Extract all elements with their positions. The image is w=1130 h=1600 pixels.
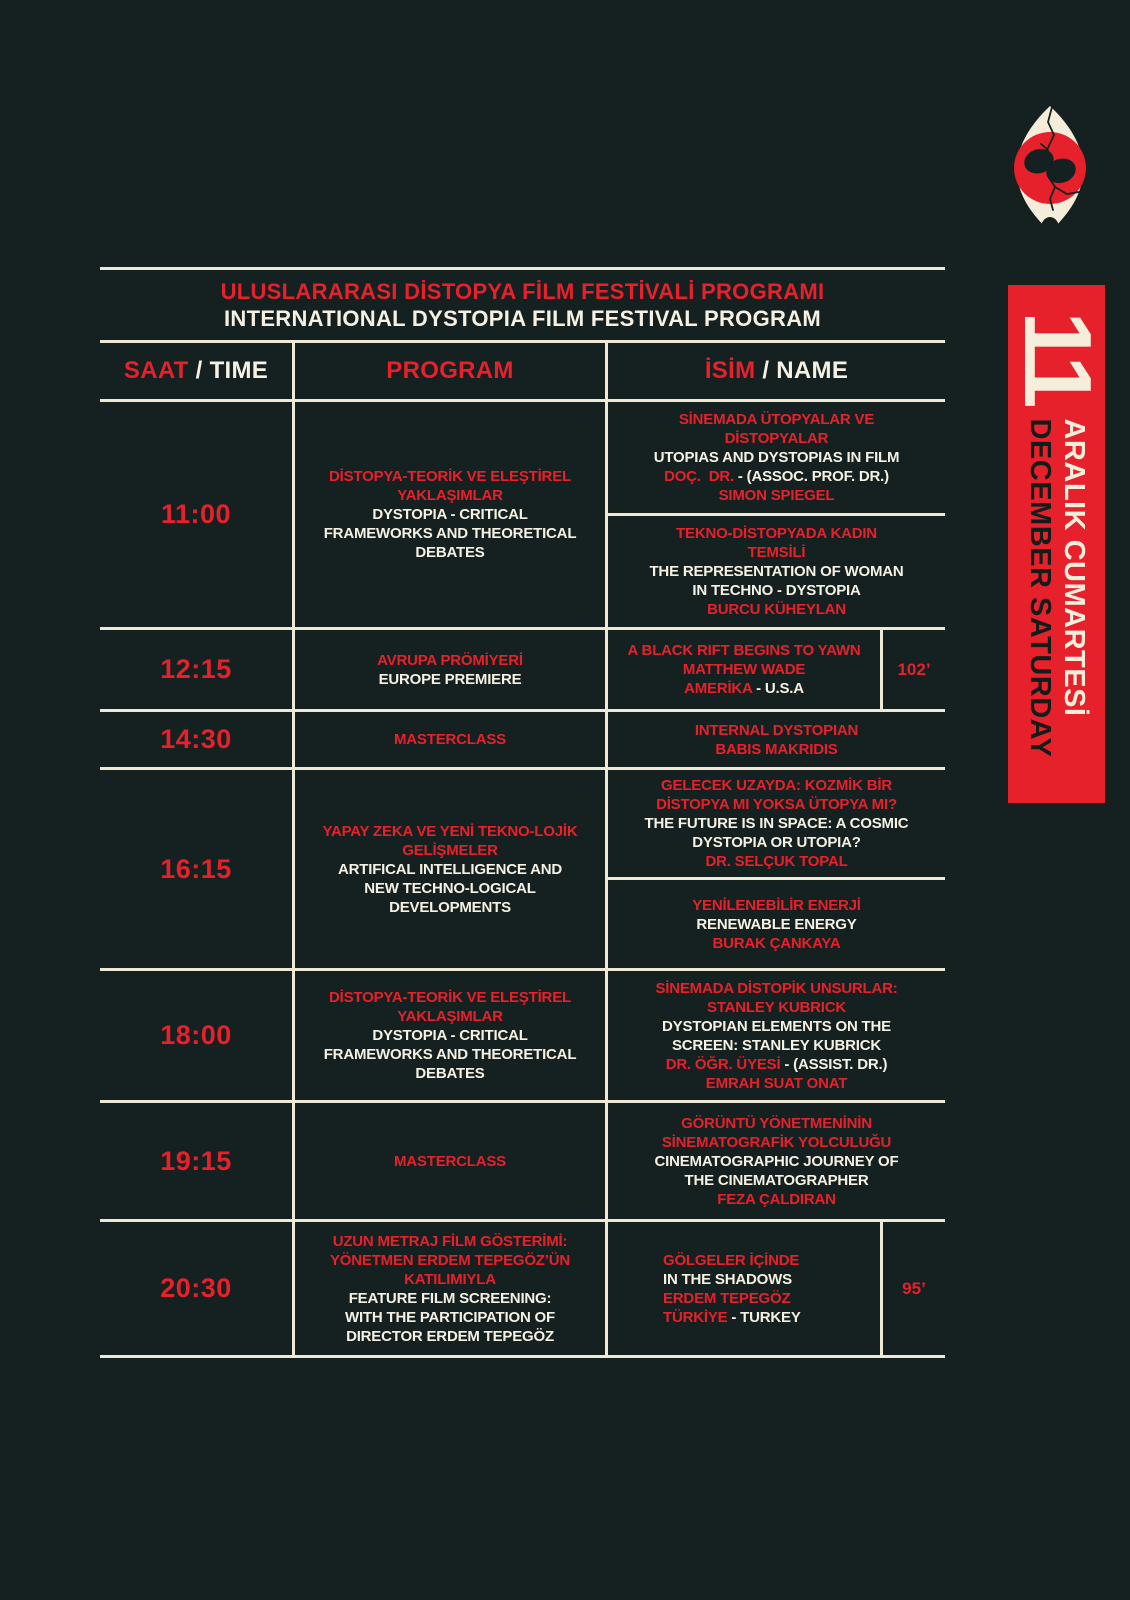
text-line [364, 879, 535, 898]
text-segment: SİNEMADA DİSTOPİK UNSURLAR: [655, 979, 898, 997]
text-line [404, 1270, 496, 1289]
text-segment: FEZA ÇALDIRAN [717, 1190, 836, 1208]
program-cell [295, 770, 608, 968]
time-cell [100, 630, 295, 709]
time-value: 14:30 [160, 724, 232, 754]
date-labels [1024, 418, 1089, 757]
header-program-label: PROGRAM [386, 357, 514, 384]
text-segment: DEBATES [415, 1065, 485, 1082]
text-segment: BURAK ÇANKAYA [712, 934, 841, 952]
text-line [372, 505, 527, 524]
time-cell [100, 770, 295, 968]
text-segment: EUROPE PREMIERE [378, 670, 522, 688]
program-title [100, 270, 945, 343]
text-line [346, 1327, 554, 1346]
text-segment: TEKNO-DİSTOPYADA KADIN [676, 525, 877, 542]
text-line [666, 1055, 888, 1074]
session-cell [608, 513, 945, 627]
text-segment: BABIS MAKRIDIS [715, 740, 838, 758]
text-segment: DOÇ. DR. [664, 468, 738, 485]
text-segment: AMERİKA [684, 680, 757, 697]
text-line [645, 814, 909, 833]
text-segment: FRAMEWORKS AND THEORETICAL [323, 1046, 577, 1063]
duration-cell [880, 630, 945, 709]
time-cell [100, 712, 295, 767]
column-header-time [100, 343, 295, 399]
text-segment: A BLACK RIFT BEGINS TO YAWN [627, 642, 861, 659]
text-line [345, 1308, 555, 1327]
text-line [654, 448, 900, 467]
text-line [662, 1017, 891, 1036]
text-segment: SIMON SPIEGEL [718, 487, 835, 504]
text-segment: DEVELOPMENTS [389, 898, 511, 916]
time-cell [100, 971, 295, 1100]
text-segment: DR. ÖĞR. ÜYESİ [665, 1055, 785, 1073]
text-line [324, 1045, 577, 1064]
header-time-english: TIME [209, 357, 269, 384]
text-segment: DYSTOPIA OR UTOPIA? [692, 834, 861, 851]
text-line [338, 860, 562, 879]
text-line [707, 998, 846, 1017]
name-main-area [608, 630, 880, 709]
session-cell [608, 877, 945, 968]
text-segment: SİNEMADA ÜTOPYALAR VE [678, 411, 875, 428]
text-segment: UTOPIAS AND DYSTOPIAS IN FILM [653, 449, 900, 466]
text-segment: CINEMATOGRAPHIC JOURNEY OF [654, 1152, 899, 1170]
name-column [608, 971, 945, 1100]
date-banner-content [1003, 285, 1111, 803]
time-value: 16:15 [160, 853, 232, 884]
text-line [655, 979, 897, 998]
text-segment: UZUN METRAJ FİLM GÖSTERİMİ: [332, 1232, 568, 1250]
text-segment: SCREEN: STANLEY KUBRICK [671, 1036, 882, 1054]
text-segment: BURCU KÜHEYLAN [707, 601, 846, 618]
text-segment: YENİLENEBİLİR ENERJİ [692, 896, 861, 914]
time-value: 12:15 [160, 654, 232, 684]
text-line [664, 467, 889, 486]
text-line [705, 852, 847, 871]
text-line [649, 562, 903, 581]
program-cell [295, 1103, 608, 1219]
schedule-row [100, 1103, 945, 1222]
text-segment: GÖLGELER İÇİNDE [663, 1251, 800, 1269]
text-segment: EMRAH SUAT ONAT [705, 1074, 848, 1092]
header-name-separator: / [755, 357, 777, 384]
text-segment: DİSTOPYA-TEORİK VE ELEŞTİREL [329, 468, 571, 485]
text-segment: DİSTOPYA MI YOKSA ÜTOPYA MI? [656, 796, 897, 813]
text-segment: DYSTOPIA - CRITICAL [372, 1027, 528, 1044]
text-segment: YAKLAŞIMLAR [397, 487, 503, 504]
text-segment: KATILIMIYLA [404, 1270, 496, 1288]
text-line [663, 1270, 792, 1289]
text-segment: DEBATES [415, 544, 485, 561]
text-line [672, 1036, 881, 1055]
text-segment: FRAMEWORKS AND THEORETICAL [323, 525, 577, 542]
duration-value: 95’ [902, 1278, 926, 1298]
text-line [676, 524, 877, 543]
text-line [655, 1152, 899, 1171]
text-segment: - U.S.A [756, 680, 804, 697]
text-line [706, 1074, 847, 1093]
text-line [663, 1308, 801, 1327]
text-segment: - (ASSOC. PROF. DR.) [737, 468, 889, 485]
column-header-name [608, 343, 945, 399]
schedule-row [100, 630, 945, 712]
text-line [323, 822, 578, 841]
name-main-area [608, 1222, 880, 1355]
text-line [683, 660, 805, 679]
name-column [608, 402, 945, 627]
duration-cell [880, 1222, 945, 1355]
text-line [333, 1232, 568, 1251]
text-line [324, 524, 577, 543]
session-cell [608, 770, 945, 877]
column-header-program [295, 343, 608, 399]
session-cell [608, 630, 880, 709]
session-cell [608, 971, 945, 1100]
schedule-row [100, 770, 945, 971]
time-cell [100, 1222, 295, 1355]
text-line [725, 429, 829, 448]
text-line [695, 721, 858, 740]
duration-value: 102’ [897, 659, 931, 679]
text-line [684, 679, 804, 698]
time-cell [100, 402, 295, 627]
text-segment: SİNEMATOGRAFİK YOLCULUĞU [661, 1133, 892, 1151]
text-line [681, 1114, 872, 1133]
text-segment: WITH THE PARTICIPATION OF [345, 1308, 555, 1326]
text-line [663, 1289, 790, 1308]
text-line [415, 543, 484, 562]
text-line [707, 600, 846, 619]
program-cell [295, 630, 608, 709]
text-line [696, 915, 856, 934]
cracked-eye-logo [1003, 104, 1097, 234]
time-value: 19:15 [160, 1145, 232, 1176]
text-segment: - TURKEY [731, 1308, 801, 1326]
text-segment: INTERNAL DYSTOPIAN [694, 721, 859, 739]
time-value: 11:00 [160, 499, 232, 529]
day-number: 11 [1003, 311, 1111, 405]
text-segment: TÜRKİYE [663, 1308, 732, 1326]
schedule-row [100, 402, 945, 630]
text-line [394, 730, 506, 749]
text-line [397, 486, 503, 505]
text-line [692, 581, 860, 600]
text-segment: ARTIFICAL INTELLIGENCE AND [338, 860, 562, 878]
date-english: DECEMBER SATURDAY [1024, 418, 1056, 758]
name-column [608, 712, 945, 767]
text-line [663, 1251, 799, 1270]
text-segment: DYSTOPIAN ELEMENTS ON THE [662, 1017, 891, 1035]
text-line [377, 651, 523, 670]
text-segment: THE REPRESENTATION OF WOMAN [649, 563, 904, 580]
text-segment: YAPAY ZEKA VE YENİ TEKNO-LOJİK [322, 822, 578, 840]
program-cell [295, 971, 608, 1100]
name-column [608, 1222, 945, 1355]
text-segment: MASTERCLASS [394, 1152, 506, 1170]
text-line [397, 1007, 503, 1026]
table-header-row [100, 343, 945, 402]
text-segment: AVRUPA PRÖMİYERİ [377, 651, 523, 669]
session-cell [608, 402, 945, 513]
text-line [679, 410, 874, 429]
text-segment: FEATURE FILM SCREENING: [348, 1289, 552, 1307]
text-line [379, 670, 522, 689]
session-cell [608, 1103, 945, 1219]
text-line [415, 1064, 484, 1083]
text-line [713, 934, 841, 953]
text-segment: IN TECHNO - DYSTOPIA [692, 582, 861, 599]
name-column [608, 770, 945, 968]
text-segment: MASTERCLASS [394, 731, 506, 748]
text-line [719, 486, 835, 505]
header-time-turkish: SAAT [123, 357, 189, 384]
text-segment: DIRECTOR ERDEM TEPEGÖZ [346, 1327, 554, 1345]
text-segment: GELİŞMELER [402, 841, 498, 859]
schedule-row [100, 971, 945, 1103]
text-segment: THE FUTURE IS IN SPACE: A COSMIC [644, 815, 909, 832]
schedule-rows [100, 402, 945, 1358]
text-segment: DİSTOPYALAR [724, 430, 829, 447]
name-column [608, 630, 945, 709]
text-line [389, 898, 511, 917]
text-segment: YAKLAŞIMLAR [397, 1008, 503, 1025]
schedule-row [100, 712, 945, 770]
header-name-english: NAME [776, 357, 849, 384]
text-segment: DR. SELÇUK TOPAL [705, 853, 848, 870]
text-line [330, 1251, 570, 1270]
text-line [685, 1171, 869, 1190]
program-cell [295, 1222, 608, 1355]
text-line [402, 841, 498, 860]
text-line [628, 641, 861, 660]
text-segment: GÖRÜNTÜ YÖNETMENİNİN [681, 1114, 872, 1132]
date-turkish: ARALIK CUMARTESİ [1058, 418, 1090, 717]
schedule-row [100, 1222, 945, 1358]
session-cell [608, 712, 945, 767]
schedule-table [100, 267, 945, 1358]
time-value: 20:30 [160, 1273, 232, 1303]
text-segment: MATTHEW WADE [682, 661, 806, 678]
text-line [692, 896, 861, 915]
text-segment: IN THE SHADOWS [663, 1270, 792, 1288]
text-segment: STANLEY KUBRICK [707, 998, 846, 1016]
text-line [394, 1152, 506, 1171]
text-line [329, 988, 571, 1007]
text-segment: NEW TECHNO-LOGICAL [364, 879, 536, 897]
text-line [717, 1190, 836, 1209]
text-segment: RENEWABLE ENERGY [696, 915, 857, 933]
text-line [715, 740, 837, 759]
program-title-turkish: ULUSLARARASI DİSTOPYA FİLM FESTİVALİ PROGRAMI [220, 278, 825, 304]
date-banner [1003, 285, 1111, 803]
text-segment: DYSTOPIA - CRITICAL [372, 506, 528, 523]
text-segment: TEMSİLİ [747, 544, 806, 561]
text-line [662, 1133, 891, 1152]
text-line [692, 833, 860, 852]
text-line [748, 543, 806, 562]
text-segment: THE CINEMATOGRAPHER [684, 1171, 869, 1189]
text-line [372, 1026, 527, 1045]
session-cell [608, 1222, 880, 1355]
text-line [661, 776, 892, 795]
program-cell [295, 712, 608, 767]
time-cell [100, 1103, 295, 1219]
time-value: 18:00 [160, 1020, 232, 1050]
text-segment: ERDEM TEPEGÖZ [663, 1289, 791, 1307]
program-title-english: INTERNATIONAL DYSTOPIA FILM FESTIVAL PROGRAM [223, 305, 822, 331]
text-segment: YÖNETMEN ERDEM TEPEGÖZ’ÜN [329, 1251, 571, 1269]
text-segment: GELECEK UZAYDA: KOZMİK BİR [661, 777, 892, 794]
text-line [349, 1289, 552, 1308]
header-time-separator: / [188, 357, 210, 384]
header-name-turkish: İSİM [704, 357, 756, 384]
text-line [656, 795, 897, 814]
text-segment: DİSTOPYA-TEORİK VE ELEŞTİREL [329, 989, 571, 1006]
text-line [329, 467, 571, 486]
program-cell [295, 402, 608, 627]
text-segment: - (ASSIST. DR.) [784, 1055, 888, 1073]
name-column [608, 1103, 945, 1219]
